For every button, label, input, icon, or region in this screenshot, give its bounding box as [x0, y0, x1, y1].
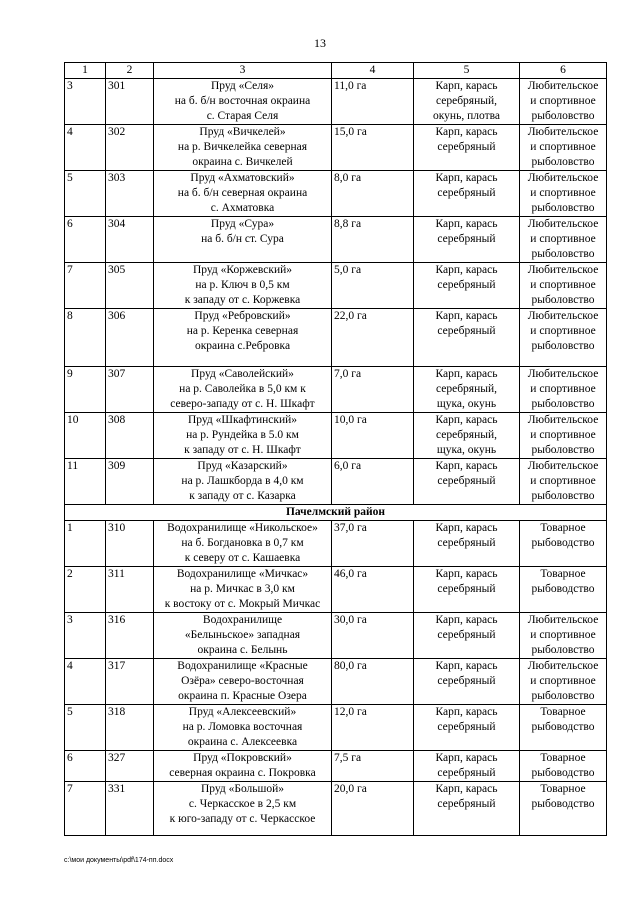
waterbody-name-cell-line: «Белыньское» западная [184, 629, 301, 641]
usage-type-cell-line: и спортивное [530, 629, 596, 641]
fish-species-cell-line: серебряный [437, 279, 496, 291]
fish-species-cell [414, 413, 520, 459]
usage-type-cell-line: Любительское [527, 264, 599, 276]
usage-type-cell [520, 217, 607, 263]
code-cell: 316 [106, 613, 154, 659]
waterbody-name-cell-line: на р. Вичкелейка северная [177, 141, 308, 153]
code-cell: 309 [106, 459, 154, 505]
row-number-cell: 6 [65, 751, 106, 782]
row-number-cell: 7 [65, 263, 106, 309]
waterbody-name-cell [154, 521, 332, 567]
area-cell: 12,0 га [332, 705, 414, 751]
fish-species-cell-line: Карп, карась [435, 414, 498, 426]
row-number-cell: 3 [65, 613, 106, 659]
usage-type-cell [520, 263, 607, 309]
usage-type-cell [520, 613, 607, 659]
table-row [65, 309, 607, 367]
table-row [65, 367, 607, 413]
waterbody-name-cell-line: на б. б/н ст. Сура [201, 233, 284, 245]
waterbody-name-cell-line: Водохранилище «Никольское» [167, 522, 318, 534]
table-header-row [65, 63, 607, 79]
fish-species-cell-line: Карп, карась [435, 126, 498, 138]
fish-species-cell-line: щука, окунь [436, 444, 497, 456]
row-number-cell: 3 [65, 79, 106, 125]
waterbody-name-cell-line: на р. Лашкборда в 4,0 км [181, 475, 304, 487]
code-cell: 304 [106, 217, 154, 263]
usage-type-cell-line: Любительское [527, 414, 599, 426]
waterbody-name-cell-line: Пруд «Шкафтинский» [187, 414, 298, 426]
fish-species-cell-line: серебряный [437, 537, 496, 549]
usage-type-cell-line: и спортивное [530, 279, 596, 291]
fish-species-cell-line: Карп, карась [435, 752, 498, 764]
code-cell: 317 [106, 659, 154, 705]
usage-type-cell [520, 567, 607, 613]
waterbody-name-cell-line: на р. Мичкас в 3,0 км [190, 583, 295, 595]
code-cell: 327 [106, 751, 154, 782]
footer-file-path: c:\мои документы\pdf\174-пп.docx [64, 857, 174, 864]
usage-type-cell-line: Любительское [527, 218, 599, 230]
usage-type-cell-line: рыболовство [531, 248, 595, 260]
table-row [65, 171, 607, 217]
waterbody-name-cell [154, 217, 332, 263]
usage-type-cell-line: рыбоводство [531, 721, 595, 733]
waterbody-name-cell-line: Пруд «Ребровский» [194, 310, 291, 322]
waterbody-name-cell-line: на б. б/н восточная окраина [174, 95, 311, 107]
fish-species-cell-line: Карп, карась [435, 172, 498, 184]
table-group-1 [65, 79, 607, 505]
waterbody-name-cell-line: с. Старая Селя [206, 110, 279, 122]
waterbody-name-cell-line: к западу от с. Казарка [189, 490, 296, 502]
waterbody-name-cell-line: Пруд «Селя» [210, 80, 275, 92]
usage-type-cell [520, 705, 607, 751]
usage-type-cell-line: рыболовство [531, 490, 595, 502]
area-cell: 6,0 га [332, 459, 414, 505]
usage-type-cell [520, 659, 607, 705]
area-cell: 20,0 га [332, 782, 414, 836]
waterbody-name-cell [154, 705, 332, 751]
waterbody-name-cell-line: на р. Керенка северная [186, 325, 299, 337]
waterbody-name-cell-line: Водохранилище «Красные [177, 660, 308, 672]
usage-type-cell-line: и спортивное [530, 141, 596, 153]
row-number-cell: 5 [65, 171, 106, 217]
fish-species-cell [414, 567, 520, 613]
table-row [65, 613, 607, 659]
area-cell: 7,5 га [332, 751, 414, 782]
waterbody-name-cell-line: северо-западу от с. Н. Шкафт [170, 398, 315, 410]
waterbody-name-cell [154, 782, 332, 836]
usage-type-cell-line: Любительское [527, 310, 599, 322]
fish-species-cell-line: серебряный [437, 233, 496, 245]
usage-type-cell-line: и спортивное [530, 383, 596, 395]
fish-species-cell [414, 613, 520, 659]
fish-species-cell-line: Карп, карась [435, 368, 498, 380]
waterbody-name-cell-line: с. Черкасское в 2,5 км [188, 798, 297, 810]
fish-species-cell [414, 521, 520, 567]
waterbody-name-cell-line: окраина п. Красные Озера [178, 690, 307, 702]
area-cell: 11,0 га [332, 79, 414, 125]
usage-type-cell-line: Товарное [540, 568, 586, 580]
usage-type-cell [520, 367, 607, 413]
waterbody-name-cell-line: к северу от с. Кашаевка [184, 552, 301, 564]
waterbody-name-cell-line: Пруд «Большой» [200, 783, 285, 795]
waterbody-name-cell-line: окраина с. Вичкелей [192, 156, 293, 168]
waterbody-name-cell-line: к западу от с. Коржевка [184, 294, 301, 306]
usage-type-cell [520, 413, 607, 459]
table-row [65, 659, 607, 705]
fish-species-cell-line: Карп, карась [435, 568, 498, 580]
fish-species-cell-line: Карп, карась [435, 310, 498, 322]
row-number-cell: 8 [65, 309, 106, 367]
waterbody-name-cell [154, 79, 332, 125]
usage-type-cell-line: рыбоводство [531, 537, 595, 549]
waterbody-name-cell-line: Пруд «Вичкелей» [199, 126, 286, 138]
waterbodies-table [64, 62, 607, 836]
usage-type-cell-line: рыболовство [531, 340, 595, 352]
code-cell: 305 [106, 263, 154, 309]
fish-species-cell-line: серебряный [437, 767, 496, 779]
area-cell: 5,0 га [332, 263, 414, 309]
usage-type-cell [520, 125, 607, 171]
code-cell: 310 [106, 521, 154, 567]
waterbody-name-cell [154, 413, 332, 459]
area-cell: 46,0 га [332, 567, 414, 613]
usage-type-cell-line: и спортивное [530, 675, 596, 687]
fish-species-cell [414, 751, 520, 782]
usage-type-cell-line: Любительское [527, 460, 599, 472]
waterbody-name-cell-line: Пруд «Алексеевский» [188, 706, 297, 718]
usage-type-cell [520, 459, 607, 505]
fish-species-cell-line: серебряный [437, 675, 496, 687]
table-row [65, 567, 607, 613]
area-cell: 8,0 га [332, 171, 414, 217]
fish-species-cell-line: серебряный, [435, 383, 497, 395]
waterbody-name-cell [154, 309, 332, 367]
fish-species-cell-line: Карп, карась [435, 80, 498, 92]
page-number: 13 [314, 36, 326, 50]
fish-species-cell-line: Карп, карась [435, 614, 498, 626]
waterbody-name-cell-line: на б. Богдановка в 0,7 км [181, 537, 304, 549]
fish-species-cell-line: серебряный [437, 798, 496, 810]
table-row [65, 521, 607, 567]
column-header: 6 [520, 63, 607, 79]
row-number-cell: 10 [65, 413, 106, 459]
waterbody-name-cell-line: окраина с.Ребровка [194, 340, 291, 352]
row-number-cell: 11 [65, 459, 106, 505]
row-number-cell: 2 [65, 567, 106, 613]
table-row [65, 413, 607, 459]
usage-type-cell-line: рыбоводство [531, 798, 595, 810]
fish-species-cell-line: серебряный [437, 325, 496, 337]
usage-type-cell-line: и спортивное [530, 187, 596, 199]
code-cell: 318 [106, 705, 154, 751]
usage-type-cell-line: Любительское [527, 614, 599, 626]
fish-species-cell-line: серебряный, [435, 429, 497, 441]
section-row [65, 505, 607, 521]
waterbody-name-cell [154, 659, 332, 705]
waterbody-name-cell-line: с. Ахматовка [210, 202, 275, 214]
usage-type-cell-line: и спортивное [530, 233, 596, 245]
area-cell: 7,0 га [332, 367, 414, 413]
table-row [65, 79, 607, 125]
code-cell: 307 [106, 367, 154, 413]
fish-species-cell-line: серебряный [437, 141, 496, 153]
row-number-cell: 4 [65, 659, 106, 705]
table-row [65, 125, 607, 171]
code-cell: 301 [106, 79, 154, 125]
column-header: 1 [65, 63, 106, 79]
fish-species-cell-line: серебряный, [435, 95, 497, 107]
fish-species-cell [414, 367, 520, 413]
waterbody-name-cell [154, 171, 332, 217]
column-header: 3 [154, 63, 332, 79]
usage-type-cell-line: Товарное [540, 783, 586, 795]
usage-type-cell-line: Товарное [540, 522, 586, 534]
fish-species-cell [414, 659, 520, 705]
usage-type-cell-line: Товарное [540, 752, 586, 764]
waterbody-name-cell-line: на б. б/н северная окраина [177, 187, 308, 199]
fish-species-cell-line: Карп, карась [435, 460, 498, 472]
waterbody-name-cell-line: Водохранилище «Мичкас» [176, 568, 309, 580]
usage-type-cell-line: рыболовство [531, 110, 595, 122]
usage-type-cell-line: рыболовство [531, 294, 595, 306]
usage-type-cell-line: рыбоводство [531, 767, 595, 779]
waterbody-name-cell-line: к западу от с. Н. Шкафт [184, 444, 301, 456]
fish-species-cell [414, 705, 520, 751]
usage-type-cell-line: рыболовство [531, 444, 595, 456]
code-cell: 303 [106, 171, 154, 217]
fish-species-cell-line: серебряный [437, 629, 496, 641]
usage-type-cell [520, 751, 607, 782]
waterbody-name-cell [154, 459, 332, 505]
usage-type-cell-line: Любительское [527, 172, 599, 184]
usage-type-cell-line: Любительское [527, 368, 599, 380]
waterbody-name-cell [154, 263, 332, 309]
usage-type-cell [520, 171, 607, 217]
waterbody-name-cell [154, 613, 332, 659]
fish-species-cell [414, 782, 520, 836]
waterbody-name-cell [154, 751, 332, 782]
column-header: 4 [332, 63, 414, 79]
code-cell: 308 [106, 413, 154, 459]
usage-type-cell-line: и спортивное [530, 95, 596, 107]
waterbody-name-cell-line: окраина с. Белынь [197, 644, 288, 656]
fish-species-cell-line: Карп, карась [435, 660, 498, 672]
waterbody-name-cell-line: Водохранилище [202, 614, 283, 626]
usage-type-cell-line: Любительское [527, 126, 599, 138]
waterbody-name-cell-line: на р. Рундейка в 5.0 км [186, 429, 299, 441]
area-cell: 10,0 га [332, 413, 414, 459]
usage-type-cell-line: и спортивное [530, 325, 596, 337]
table-row [65, 751, 607, 782]
usage-type-cell-line: рыболовство [531, 398, 595, 410]
table-row [65, 705, 607, 751]
usage-type-cell-line: Любительское [527, 80, 599, 92]
usage-type-cell-line: Любительское [527, 660, 599, 672]
row-number-cell: 4 [65, 125, 106, 171]
waterbody-name-cell-line: на р. Ломовка восточная [182, 721, 303, 733]
fish-species-cell-line: окунь, плотва [433, 110, 500, 122]
code-cell: 302 [106, 125, 154, 171]
row-number-cell: 7 [65, 782, 106, 836]
waterbody-name-cell [154, 125, 332, 171]
row-number-cell: 9 [65, 367, 106, 413]
area-cell: 8,8 га [332, 217, 414, 263]
fish-species-cell [414, 125, 520, 171]
usage-type-cell [520, 521, 607, 567]
usage-type-cell-line: Товарное [540, 706, 586, 718]
column-header: 2 [106, 63, 154, 79]
area-cell: 22,0 га [332, 309, 414, 367]
usage-type-cell-line: рыболовство [531, 156, 595, 168]
waterbody-name-cell-line: Озёра» северо-восточная [181, 675, 304, 687]
section-title: Пачелмский район [65, 505, 607, 521]
area-cell: 30,0 га [332, 613, 414, 659]
code-cell: 311 [106, 567, 154, 613]
usage-type-cell-line: рыболовство [531, 690, 595, 702]
usage-type-cell-line: рыболовство [531, 644, 595, 656]
fish-species-cell-line: щука, окунь [436, 398, 497, 410]
waterbody-name-cell-line: окраина с. Алексеевка [187, 736, 298, 748]
waterbody-name-cell-line: северная окраина с. Покровка [169, 767, 316, 779]
usage-type-cell [520, 79, 607, 125]
row-number-cell: 1 [65, 521, 106, 567]
fish-species-cell-line: Карп, карась [435, 218, 498, 230]
area-cell: 80,0 га [332, 659, 414, 705]
row-number-cell: 5 [65, 705, 106, 751]
area-cell: 37,0 га [332, 521, 414, 567]
table-row [65, 217, 607, 263]
column-header: 5 [414, 63, 520, 79]
usage-type-cell-line: и спортивное [530, 475, 596, 487]
fish-species-cell-line: Карп, карась [435, 706, 498, 718]
table-row [65, 459, 607, 505]
waterbody-name-cell-line: к юго-западу от с. Черкасское [169, 813, 316, 825]
waterbody-name-cell-line: Пруд «Покровский» [193, 752, 292, 764]
fish-species-cell [414, 263, 520, 309]
waterbody-name-cell-line: Пруд «Казарский» [197, 460, 288, 472]
waterbody-name-cell-line: Пруд «Ахматовский» [190, 172, 295, 184]
fish-species-cell [414, 309, 520, 367]
row-number-cell: 6 [65, 217, 106, 263]
fish-species-cell-line: Карп, карась [435, 522, 498, 534]
fish-species-cell-line: Карп, карась [435, 264, 498, 276]
waterbody-name-cell [154, 567, 332, 613]
waterbody-name-cell-line: к востоку от с. Мокрый Мичкас [164, 598, 321, 610]
table-row [65, 782, 607, 836]
area-cell: 15,0 га [332, 125, 414, 171]
code-cell: 331 [106, 782, 154, 836]
fish-species-cell-line: Карп, карась [435, 783, 498, 795]
fish-species-cell [414, 217, 520, 263]
table-group-2 [65, 521, 607, 836]
fish-species-cell [414, 171, 520, 217]
usage-type-cell [520, 309, 607, 367]
fish-species-cell [414, 79, 520, 125]
fish-species-cell-line: серебряный [437, 721, 496, 733]
code-cell: 306 [106, 309, 154, 367]
waterbody-name-cell-line: Пруд «Сура» [210, 218, 275, 230]
waterbody-name-cell-line: на р. Ключ в 0,5 км [195, 279, 290, 291]
waterbody-name-cell [154, 367, 332, 413]
usage-type-cell-line: рыбоводство [531, 583, 595, 595]
usage-type-cell-line: рыболовство [531, 202, 595, 214]
waterbody-name-cell-line: Пруд «Коржевский» [192, 264, 292, 276]
usage-type-cell [520, 782, 607, 836]
fish-species-cell-line: серебряный [437, 187, 496, 199]
fish-species-cell-line: серебряный [437, 583, 496, 595]
table-row [65, 263, 607, 309]
waterbody-name-cell-line: Пруд «Саволейский» [191, 368, 294, 380]
usage-type-cell-line: и спортивное [530, 429, 596, 441]
waterbody-name-cell-line: на р. Саволейка в 5,0 км к [179, 383, 306, 395]
fish-species-cell [414, 459, 520, 505]
fish-species-cell-line: серебряный [437, 475, 496, 487]
